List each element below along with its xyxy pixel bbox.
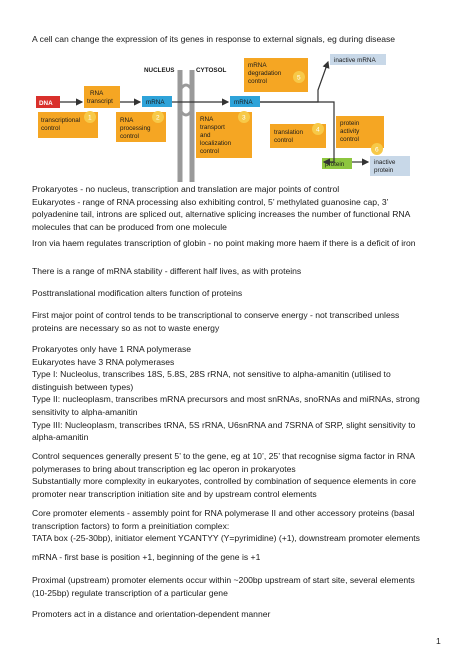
gene-expression-control-diagram <box>34 50 426 182</box>
inactive-protein-line2: protein <box>374 167 394 174</box>
step-2-number: 2 <box>156 114 160 122</box>
mrna-degradation-line3: control <box>248 78 267 85</box>
mrna-cytosol-label: mRNA <box>234 99 253 106</box>
paragraph-6: Prokaryotes only have 1 RNA polymerase Eukaryotes have 3 RNA polymerases Type I: Nucleolus, transcribes 18S, 5.8S, 28S rRNA, not sensitive to alpha-amanitin (utilised to distinguish between types) Type II: nucleoplasm, transcribes mRNA precursors and most snRNAs, snoRNAs and miRNAs, strong sensitivity to alpha-amanitin Type III: Nucleoplasm, transcribes tRNA, 5S rRNA, U6snRNA and 7SRNA of SRP, slight sensitivity to alpha-amanitin <box>32 344 420 443</box>
mrna-degradation-line1: mRNA <box>248 62 267 69</box>
translation-control-line2: control <box>274 137 293 144</box>
inactive-mrna-label: inactive mRNA <box>334 57 376 64</box>
rna-transport-line1: RNA <box>200 116 214 123</box>
rna-transport-line4: localization <box>200 140 232 147</box>
paragraph-2: Iron via haem regulates transcription of globin - no point making more haem if there is a deficit of iron <box>32 238 416 248</box>
cytosol-label: CYTOSOL <box>196 67 227 74</box>
mrna-nucleus-label: mRNA <box>146 99 165 106</box>
rna-transport-line5: control <box>200 148 219 155</box>
paragraph-9: mRNA - first base is position +1, beginning of the gene is +1 <box>32 552 261 562</box>
translation-control-line1: translation <box>274 129 304 136</box>
rna-transcript-line1: RNA <box>90 90 104 97</box>
rna-transport-line2: transport <box>200 124 225 131</box>
rna-processing-line1: RNA <box>120 117 134 124</box>
paragraph-3: There is a range of mRNA stability - different half lives, as with proteins <box>32 266 302 276</box>
step-3-number: 3 <box>242 114 246 122</box>
step-4-number: 4 <box>316 126 320 134</box>
transcriptional-control-line2: control <box>41 125 60 132</box>
paragraph-11: Promoters act in a distance and orientation-dependent manner <box>32 609 271 619</box>
intro-text: A cell can change the expression of its genes in response to external signals, eg during disease <box>32 34 396 44</box>
transcriptional-control-line1: transcriptional <box>41 117 81 124</box>
step-6-number: 6 <box>375 146 379 154</box>
nucleus-label: NUCLEUS <box>144 67 175 74</box>
protein-activity-line2: activity <box>340 128 360 135</box>
dna-label: DNA <box>39 100 53 107</box>
rna-transport-line3: and <box>200 132 211 139</box>
nuclear-envelope <box>180 70 192 182</box>
step-5-number: 5 <box>297 74 301 82</box>
rna-transcript-line2: transcript <box>87 98 113 105</box>
paragraph-7: Control sequences generally present 5’ to the gene, eg at 10’, 25’ that recognise sigma factor in RNA polymerases to bring about transcription eg lac operon in prokaryotes Substantially more complexity in eukaryotes, controlled by combination of sequence elements in core promoter near transcription initiation site and by upstream control elements <box>32 451 417 499</box>
inactive-protein-line1: inactive <box>374 159 396 166</box>
step-1-number: 1 <box>88 114 92 122</box>
protein-label: protein <box>325 161 345 168</box>
paragraph-1: Prokaryotes - no nucleus, transcription and translation are major points of control Eukaryotes - range of RNA processing also exhibiting control, 5’ methylated guanosine cap, 3’ polyadenine tail, introns are spliced out, alternative splicing increases the number of functional RNA molecules that can be produced from one molecule <box>32 184 411 232</box>
protein-activity-line3: control <box>340 136 359 143</box>
paragraph-5: First major point of control tends to be transcriptional to conserve energy - not transcribed unless proteins are necessary so as not to waste energy <box>32 310 400 333</box>
paragraph-10: Proximal (upstream) promoter elements occur within ~200bp upstream of start site, several elements (10-25bp) regulate transcription of a particular gene <box>32 575 415 598</box>
rna-processing-line3: control <box>120 133 139 140</box>
paragraph-4: Posttranslational modification alters function of proteins <box>32 288 243 298</box>
paragraph-8: Core promoter elements - assembly point for RNA polymerase II and other accessory proteins (basal transcription factors) to form a preinitiation complex: TATA box (-25-30bp), initiator element YCANTYY (Y=pyrimidine) (+1), downstream promoter elements <box>32 508 420 544</box>
page-number: 1 <box>436 636 441 646</box>
mrna-degradation-line2: degradation <box>248 70 282 77</box>
protein-activity-line1: protein <box>340 120 360 127</box>
rna-processing-line2: processing <box>120 125 151 132</box>
